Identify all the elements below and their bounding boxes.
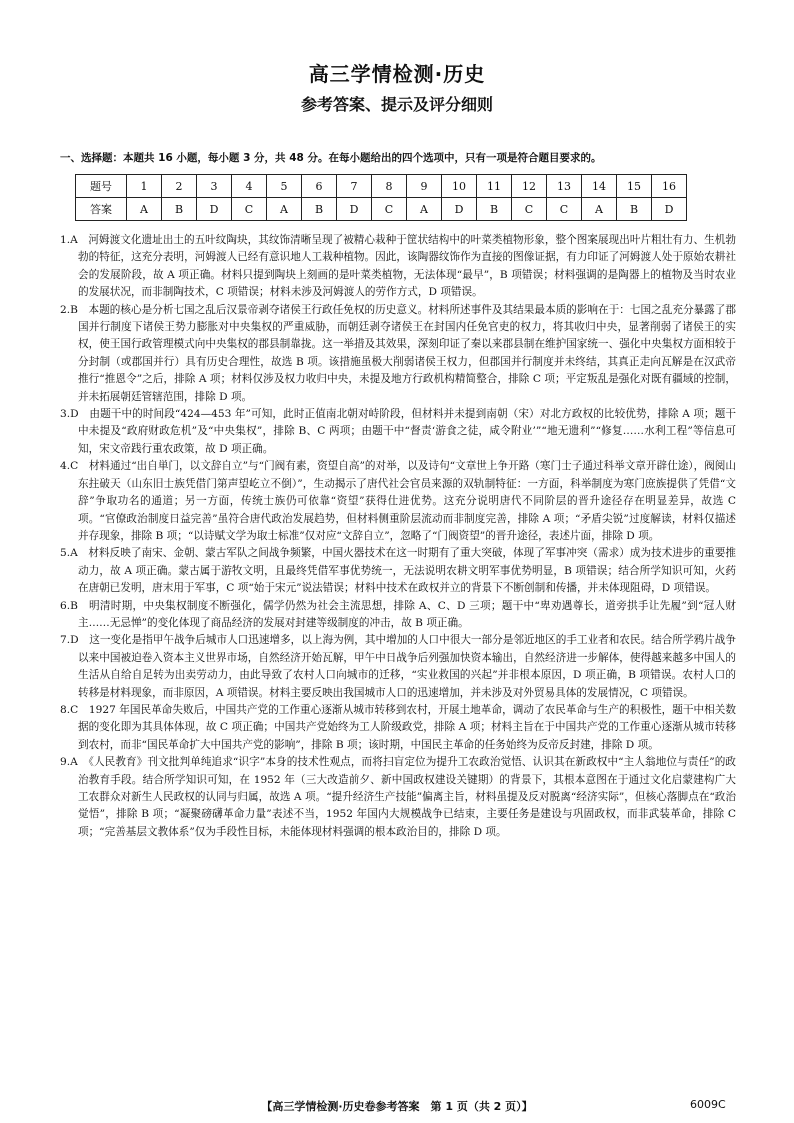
explanation-item: 5.A 材料反映了南宋、金朝、蒙古军队之间战争频繁，中国火器技术在这一时期有了重大突破，体现了军事冲突（需求）成为技术进步的重要推动力，故 A 项正确。蒙古属于游牧文明，且最终凭借军事优势统一，无法说明农耕文明军事优势明显，B 项错误；结合所学知识可知，火药在唐朝已发明，唐末用于军事，C 项“始于宋元”说法错误；材料中技术在政权并立的背景下不断创制和传播，并未体现阻碍，D 项错误。 bbox=[60, 547, 736, 595]
question-number: 10 bbox=[442, 175, 477, 198]
answer-cell: D bbox=[337, 198, 372, 221]
question-number: 15 bbox=[617, 175, 652, 198]
answer-cell: C bbox=[232, 198, 267, 221]
page-title: 高三学情检测·历史 bbox=[308, 62, 486, 86]
question-number: 16 bbox=[652, 175, 687, 198]
section-heading: 一、选择题：本题共 16 小题，每小题 3 分，共 48 分。在每小题给出的四个选项中，只有一项是符合题目要求的。 bbox=[60, 152, 602, 164]
answer-cell: D bbox=[442, 198, 477, 221]
question-number: 6 bbox=[302, 175, 337, 198]
question-number: 9 bbox=[407, 175, 442, 198]
explanation-item: 8.C 1927 年国民革命失败后，中国共产党的工作重心逐渐从城市转移到农村，开展土地革命，调动了农民革命与生产的积极性，题干中相关数据的变化即为其具体体现，故 C 项正确；中国共产党始终为工人阶级政党，排除 A 项；材料主旨在于中国共产党的工作重心逐渐从城市转移到农村，而非“国民革命扩大中国共产党的影响”，排除 B 项；该时期，中国民主革命的任务始终为反帝反封建，排除 D 项。 bbox=[60, 703, 736, 751]
explanation-item: 1.A 河姆渡文化遗址出土的五叶纹陶块，其纹饰清晰呈现了被精心栽种于筐状结构中的叶菜类植物形象，整个图案展现出叶片粗壮有力、生机勃勃的特征，这充分表明，河姆渡人已经有意识地人工栽种植物。因此，该陶器纹饰作为直接的图像证据，有力印证了河姆渡人处于原始农耕社会的发展阶段，故 A 项正确。材料只提到陶块上刻画的是叶菜类植物，无法体现“最早”，B 项错误；材料强调的是陶器上的植物及当时农业的发展状况，而非制陶技术，C 项错误；材料未涉及河姆渡人的劳作方式，D 项错误。 bbox=[60, 234, 736, 299]
answer-cell: B bbox=[617, 198, 652, 221]
explanation-item: 2.B 本题的核心是分析七国之乱后汉景帝剥夺诸侯王行政任免权的历史意义。材料所述事件及其结果最本质的影响在于：七国之乱充分暴露了郡国并行制度下诸侯王势力膨胀对中央集权的严重威胁，而朝廷剥夺诸侯王在封国内任免官吏的权力，将其收归中央，显著削弱了诸侯王的实权，使王国行政管理模式向中央集权的郡县制靠拢。这一举措及其效果，深刻印证了秦以来郡县制在维护国家统一、强化中央集权方面相较于分封制（或郡国并行）具有历史合理性，故选 B 项。该措施虽极大削弱诸侯王权力，但郡国并行制度并未终结，其真正走向瓦解是在汉武帝推行“推恩令”之后，排除 A 项；材料仅涉及权力收归中央，未提及地方行政机构精简整合，排除 C 项；平定叛乱是强化对既有疆域的控制，并未拓展朝廷管辖范围，排除 D 项。 bbox=[60, 303, 736, 403]
answer-cell: B bbox=[162, 198, 197, 221]
answer-cell: C bbox=[372, 198, 407, 221]
answer-cell: A bbox=[582, 198, 617, 221]
explanation-item: 7.D 这一变化是指甲午战争后城市人口迅速增多，以上海为例，其中增加的人口中很大一部分是邻近地区的手工业者和农民。结合所学鸦片战争以来中国被迫卷入资本主义世界市场，自然经济开始瓦解，甲午中日战争后列强加快资本输出，自然经济进一步解体，使得越来越多中国人的生活从自给自足转为出卖劳动力，由此导致了农村人口向城市的迁移，“实业救国的兴起”并非根本原因，D 项正确，B 项错误。农村人口的转移是材料现象，而非原因，A 项错误。材料主要反映出我国城市人口的迅速增加，并未涉及对外贸易具体的发展情况，C 项错误。 bbox=[60, 634, 736, 699]
page-subtitle: 参考答案、提示及评分细则 bbox=[300, 95, 493, 114]
question-number: 5 bbox=[267, 175, 302, 198]
answer-cell: B bbox=[477, 198, 512, 221]
answer-cell: A bbox=[127, 198, 162, 221]
question-number-row bbox=[76, 175, 687, 198]
question-number: 13 bbox=[547, 175, 582, 198]
row-label-answer: 答案 bbox=[76, 198, 127, 221]
explanation-item: 6.B 明清时期，中央集权制度不断强化，儒学仍然为社会主流思想，排除 A、C、D 三项；题干中“卑劝遇尊长，道旁拱手让先履”到“冠人财主……无忌惮”的变化体现了商品经济的发展对封建等级制度的冲击，故 B 项正确。 bbox=[60, 599, 736, 629]
question-number: 11 bbox=[477, 175, 512, 198]
explanation-list bbox=[60, 232, 736, 841]
answer-cell: A bbox=[407, 198, 442, 221]
explanation-item: 9.A 《人民教育》刊文批判单纯追求“识字”本身的技术性观点，而将扫盲定位为提升工农政治觉悟、认识其在新政权中“主人翁地位与责任”的政治教育手段。结合所学知识可知，在 1952 年（三大改造前夕、新中国政权建设关键期）的背景下，其根本意图在于通过文化启蒙建构广大工农群众对新生人民政权的认同与归属，故选 A 项。“提升经济生产技能”偏离主旨，材料虽提及反对脱离“经济实际”，但核心落脚点在“政治觉悟”，排除 B 项；“凝聚磅礴革命力量”表述不当，1952 年国内大规模战争已结束，主要任务是建设与巩固政权，而非武装革命，排除 C 项；“完善基层文教体系”仅为手段性目标，未能体现材料强调的根本政治目的，排除 D 项。 bbox=[60, 756, 736, 838]
answer-row bbox=[76, 198, 687, 221]
question-number: 2 bbox=[162, 175, 197, 198]
document-code: 6009C bbox=[690, 1098, 726, 1111]
page-footer: 【高三学情检测·历史卷参考答案 第 1 页（共 2 页）】 bbox=[261, 1100, 533, 1113]
answer-table bbox=[75, 174, 687, 221]
answer-cell: A bbox=[267, 198, 302, 221]
explanation-item: 3.D 由题干中的时间段“424—453 年”可知，此时正值南北朝对峙阶段，但材料并未提到南朝（宋）对北方政权的比较优势，排除 A 项；题干中未提及“政府财政危机”及“中央集权”，排除 B、C 两项；由题干中“督责‘游食之徒，咸令附业’”“地无遗利”“修复……水利工程”等信息可知，宋文帝践行重农政策，故 D 项正确。 bbox=[60, 408, 736, 455]
question-number: 1 bbox=[127, 175, 162, 198]
row-label-question: 题号 bbox=[76, 175, 127, 198]
question-number: 3 bbox=[197, 175, 232, 198]
question-number: 14 bbox=[582, 175, 617, 198]
answer-cell: B bbox=[302, 198, 337, 221]
question-number: 12 bbox=[512, 175, 547, 198]
question-number: 7 bbox=[337, 175, 372, 198]
answer-cell: D bbox=[652, 198, 687, 221]
question-number: 8 bbox=[372, 175, 407, 198]
answer-cell: C bbox=[547, 198, 582, 221]
answer-cell: D bbox=[197, 198, 232, 221]
answer-cell: C bbox=[512, 198, 547, 221]
explanation-item: 4.C 材料通过“出自単门，以文辞自立”与“门阀有素，资望自高”的对举，以及诗句“文章世上争开路（寒门士子通过科举文章开辟仕途），阀阅山东拄破天（山东旧士族凭借门第声望屹立不倒）”，生动揭示了唐代社会官员来源的双轨制特征：一方面，科举制度为寒门庶族提供了凭借“文辞”争取功名的通道；另一方面，传统士族仍可依靠“资望”获得仕进优势。这充分说明唐代不同阶层的晋升途径存在明显差异，故选 C 项。“官僚政治制度日益完善”虽符合唐代政治发展趋势，但材料侧重阶层流动而非制度完善，排除 A 项；“矛盾尖锐”过度解读，材料仅描述并存现象，排除 B 项；“以诗赋文学为取士标准”仅对应“文辞自立”，忽略了“门阀资望”的晋升途径，表述片面，排除 D 项。 bbox=[60, 460, 736, 542]
question-number: 4 bbox=[232, 175, 267, 198]
